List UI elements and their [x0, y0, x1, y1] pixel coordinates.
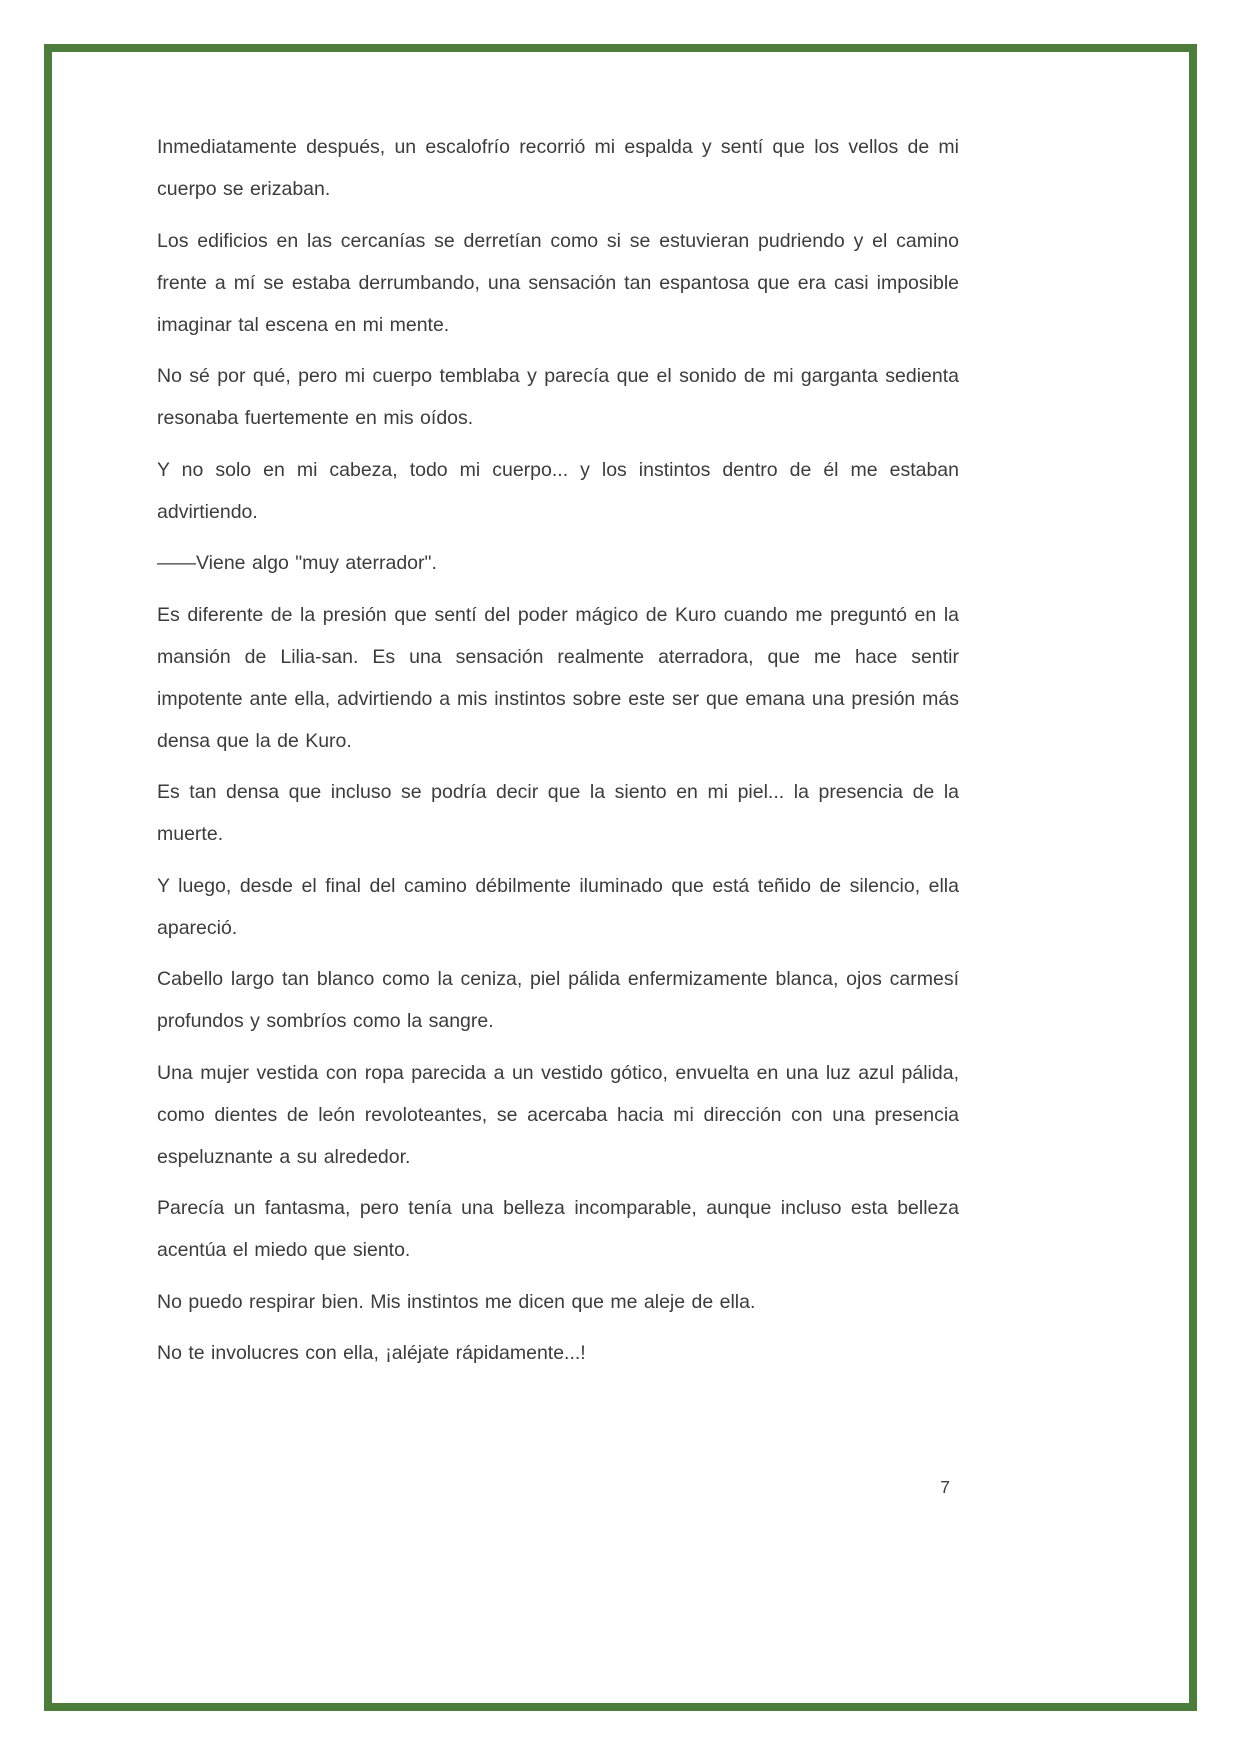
page-content — [157, 126, 959, 1384]
paragraph: No puedo respirar bien. Mis instintos me dicen que me aleje de ella. — [157, 1290, 756, 1313]
page-number: 7 — [940, 1477, 950, 1497]
paragraph: Y no solo en mi cabeza, todo mi cuerpo... y los instintos dentro de él me estaban advirtiendo. — [157, 458, 959, 523]
paragraph: Es diferente de la presión que sentí del poder mágico de Kuro cuando me preguntó en la mansión de Lilia-san. Es una sensación realmente aterradora, que me hace sentir impotente ante ella, advirtiendo a mis instintos sobre este ser que emana una presión más densa que la de Kuro. — [157, 603, 959, 752]
paragraph: No te involucres con ella, ¡aléjate rápidamente...! — [157, 1342, 586, 1364]
paragraph: Y luego, desde el final del camino débilmente iluminado que está teñido de silencio, ella apareció. — [157, 874, 959, 939]
paragraph: No sé por qué, pero mi cuerpo temblaba y parecía que el sonido de mi garganta sedienta resonaba fuertemente en mis oídos. — [157, 365, 959, 429]
paragraph: Los edificios en las cercanías se derretían como si se estuvieran pudriendo y el camino frente a mí se estaba derrumbando, una sensación tan espantosa que era casi imposible imaginar tal escena en mi mente. — [157, 229, 959, 336]
paragraph: Inmediatamente después, un escalofrío recorrió mi espalda y sentí que los vellos de mi cuerpo se erizaban. — [157, 136, 959, 200]
paragraph: Es tan densa que incluso se podría decir que la siento en mi piel... la presencia de la muerte. — [157, 781, 959, 845]
paragraph: Parecía un fantasma, pero tenía una belleza incomparable, aunque incluso esta belleza acentúa el miedo que siento. — [157, 1197, 959, 1261]
paragraph: Una mujer vestida con ropa parecida a un vestido gótico, envuelta en una luz azul pálida, como dientes de león revoloteantes, se acercaba hacia mi dirección con una presencia espeluznante a su alrededor. — [157, 1061, 959, 1168]
paragraph: Cabello largo tan blanco como la ceniza, piel pálida enfermizamente blanca, ojos carmesí profundos y sombríos como la sangre. — [157, 968, 959, 1032]
paragraph: ——Viene algo "muy aterrador". — [157, 552, 437, 574]
